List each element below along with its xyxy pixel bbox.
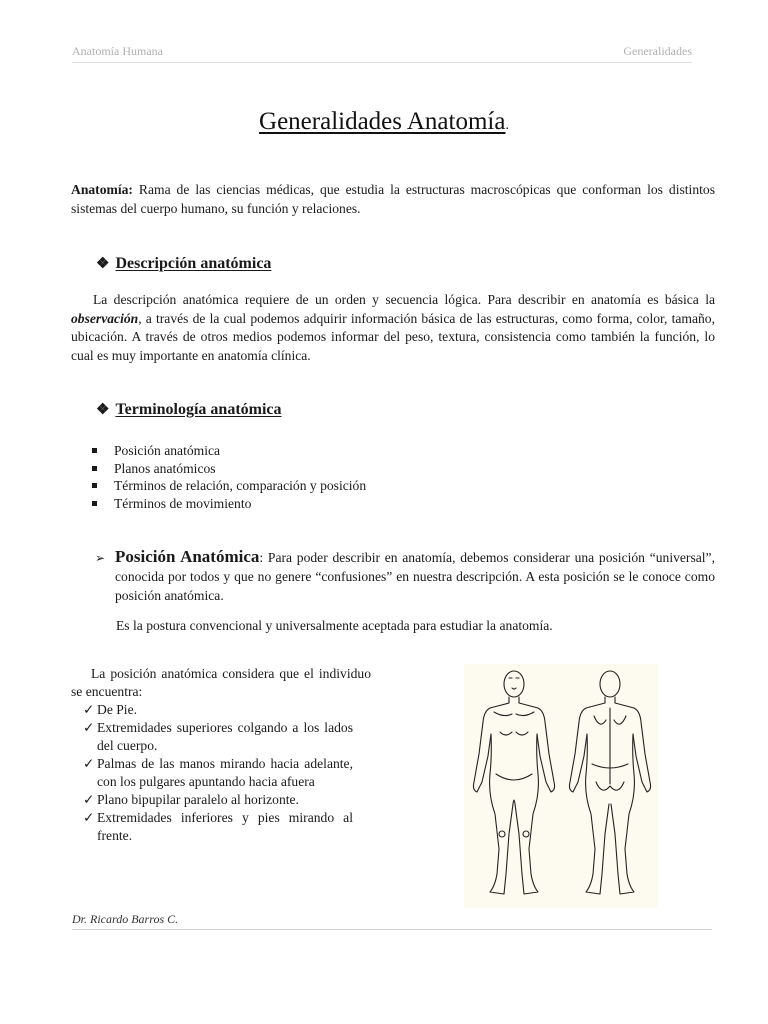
title-text: Generalidades Anatomía — [259, 108, 506, 135]
page-title: Generalidades Anatomía. — [259, 108, 509, 135]
list-item: ✓ Palmas de las manos mirando hacia adelante, con los pulgares apuntando hacia afuera — [71, 755, 371, 791]
check-icon: ✓ — [83, 720, 95, 735]
square-bullet-icon — [92, 483, 97, 488]
posicion-anatomica-section: ➢ Posición Anatómica: Para poder describir en anatomía, debemos considerar una posición “universal”, conocida por todos y que no genere “confusiones” en nuestra descripción. A esta posición se le conoce como posición anatómica. — [95, 547, 715, 603]
square-bullet-icon — [92, 501, 97, 506]
anatomical-position-figure — [464, 664, 658, 908]
section-heading-descripcion: ❖ Descripción anatómica — [96, 254, 272, 272]
running-header — [72, 44, 692, 63]
definition-paragraph — [71, 181, 715, 218]
terminology-list — [92, 442, 366, 513]
page-footer: Dr. Ricardo Barros C. — [72, 912, 712, 930]
emphasis-observacion: observación — [71, 310, 139, 326]
section-heading-terminologia: ❖ Terminología anatómica — [96, 400, 282, 418]
check-icon: ✓ — [83, 756, 95, 771]
list-item: Términos de movimiento — [92, 495, 366, 513]
square-bullet-icon — [92, 448, 97, 453]
header-left: Anatomía Humana — [72, 44, 163, 58]
list-item: ✓ Plano bipupilar paralelo al horizonte. — [71, 791, 371, 809]
arrow-bullet-icon: ➢ — [95, 551, 106, 565]
descripcion-paragraph: La descripción anatómica requiere de un orden y secuencia lógica. Para describir en anatomía es básica la observación, a través de la cual podemos adquirir información básica de las estructuras, como forma, color, tamaño, ubicación. A través de otros medios podemos informar del peso, textura, consistencia como también la función, lo cual es muy importante en anatomía clínica. — [71, 292, 715, 363]
conventional-posture-text: Es la postura convencional y universalmente aceptada para estudiar la anatomía. — [116, 618, 553, 633]
header-right: Generalidades — [623, 44, 692, 58]
diamond-bullet-icon: ❖ — [96, 402, 110, 418]
list-item: ✓ Extremidades superiores colgando a los lados del cuerpo. — [71, 719, 371, 755]
list-item: ✓ Extremidades inferiores y pies mirando al frente. — [71, 809, 371, 845]
check-icon: ✓ — [83, 702, 95, 717]
list-item: ✓ De Pie. — [71, 701, 371, 719]
square-bullet-icon — [92, 466, 97, 471]
definition-text: Rama de las ciencias médicas, que estudia la estructuras macroscópicas que conforman los distintos sistemas del cuerpo humano, su función y relaciones. — [71, 182, 715, 216]
check-icon: ✓ — [83, 792, 95, 807]
list-item: Posición anatómica — [92, 442, 366, 460]
definition-term: Anatomía: — [71, 182, 133, 197]
body-outline-icon — [464, 664, 658, 908]
anatomical-position-criteria: La posición anatómica considera que el individuo se encuentra: ✓ De Pie. ✓ Extremidades superiores colgando a los lados del cuerpo. ✓ Palmas de las manos mirando hacia adelante, con los pulgares apuntando hacia afuera ✓ Plano bipupilar paralelo al horizonte. ✓ Extremidades inferiores y pies mirando al frente. — [71, 666, 371, 843]
list-item: Planos anatómicos — [92, 460, 366, 478]
diamond-bullet-icon: ❖ — [96, 256, 110, 272]
posicion-lead: Posición Anatómica — [115, 547, 260, 566]
check-icon: ✓ — [83, 810, 95, 825]
list-item: Términos de relación, comparación y posición — [92, 477, 366, 495]
